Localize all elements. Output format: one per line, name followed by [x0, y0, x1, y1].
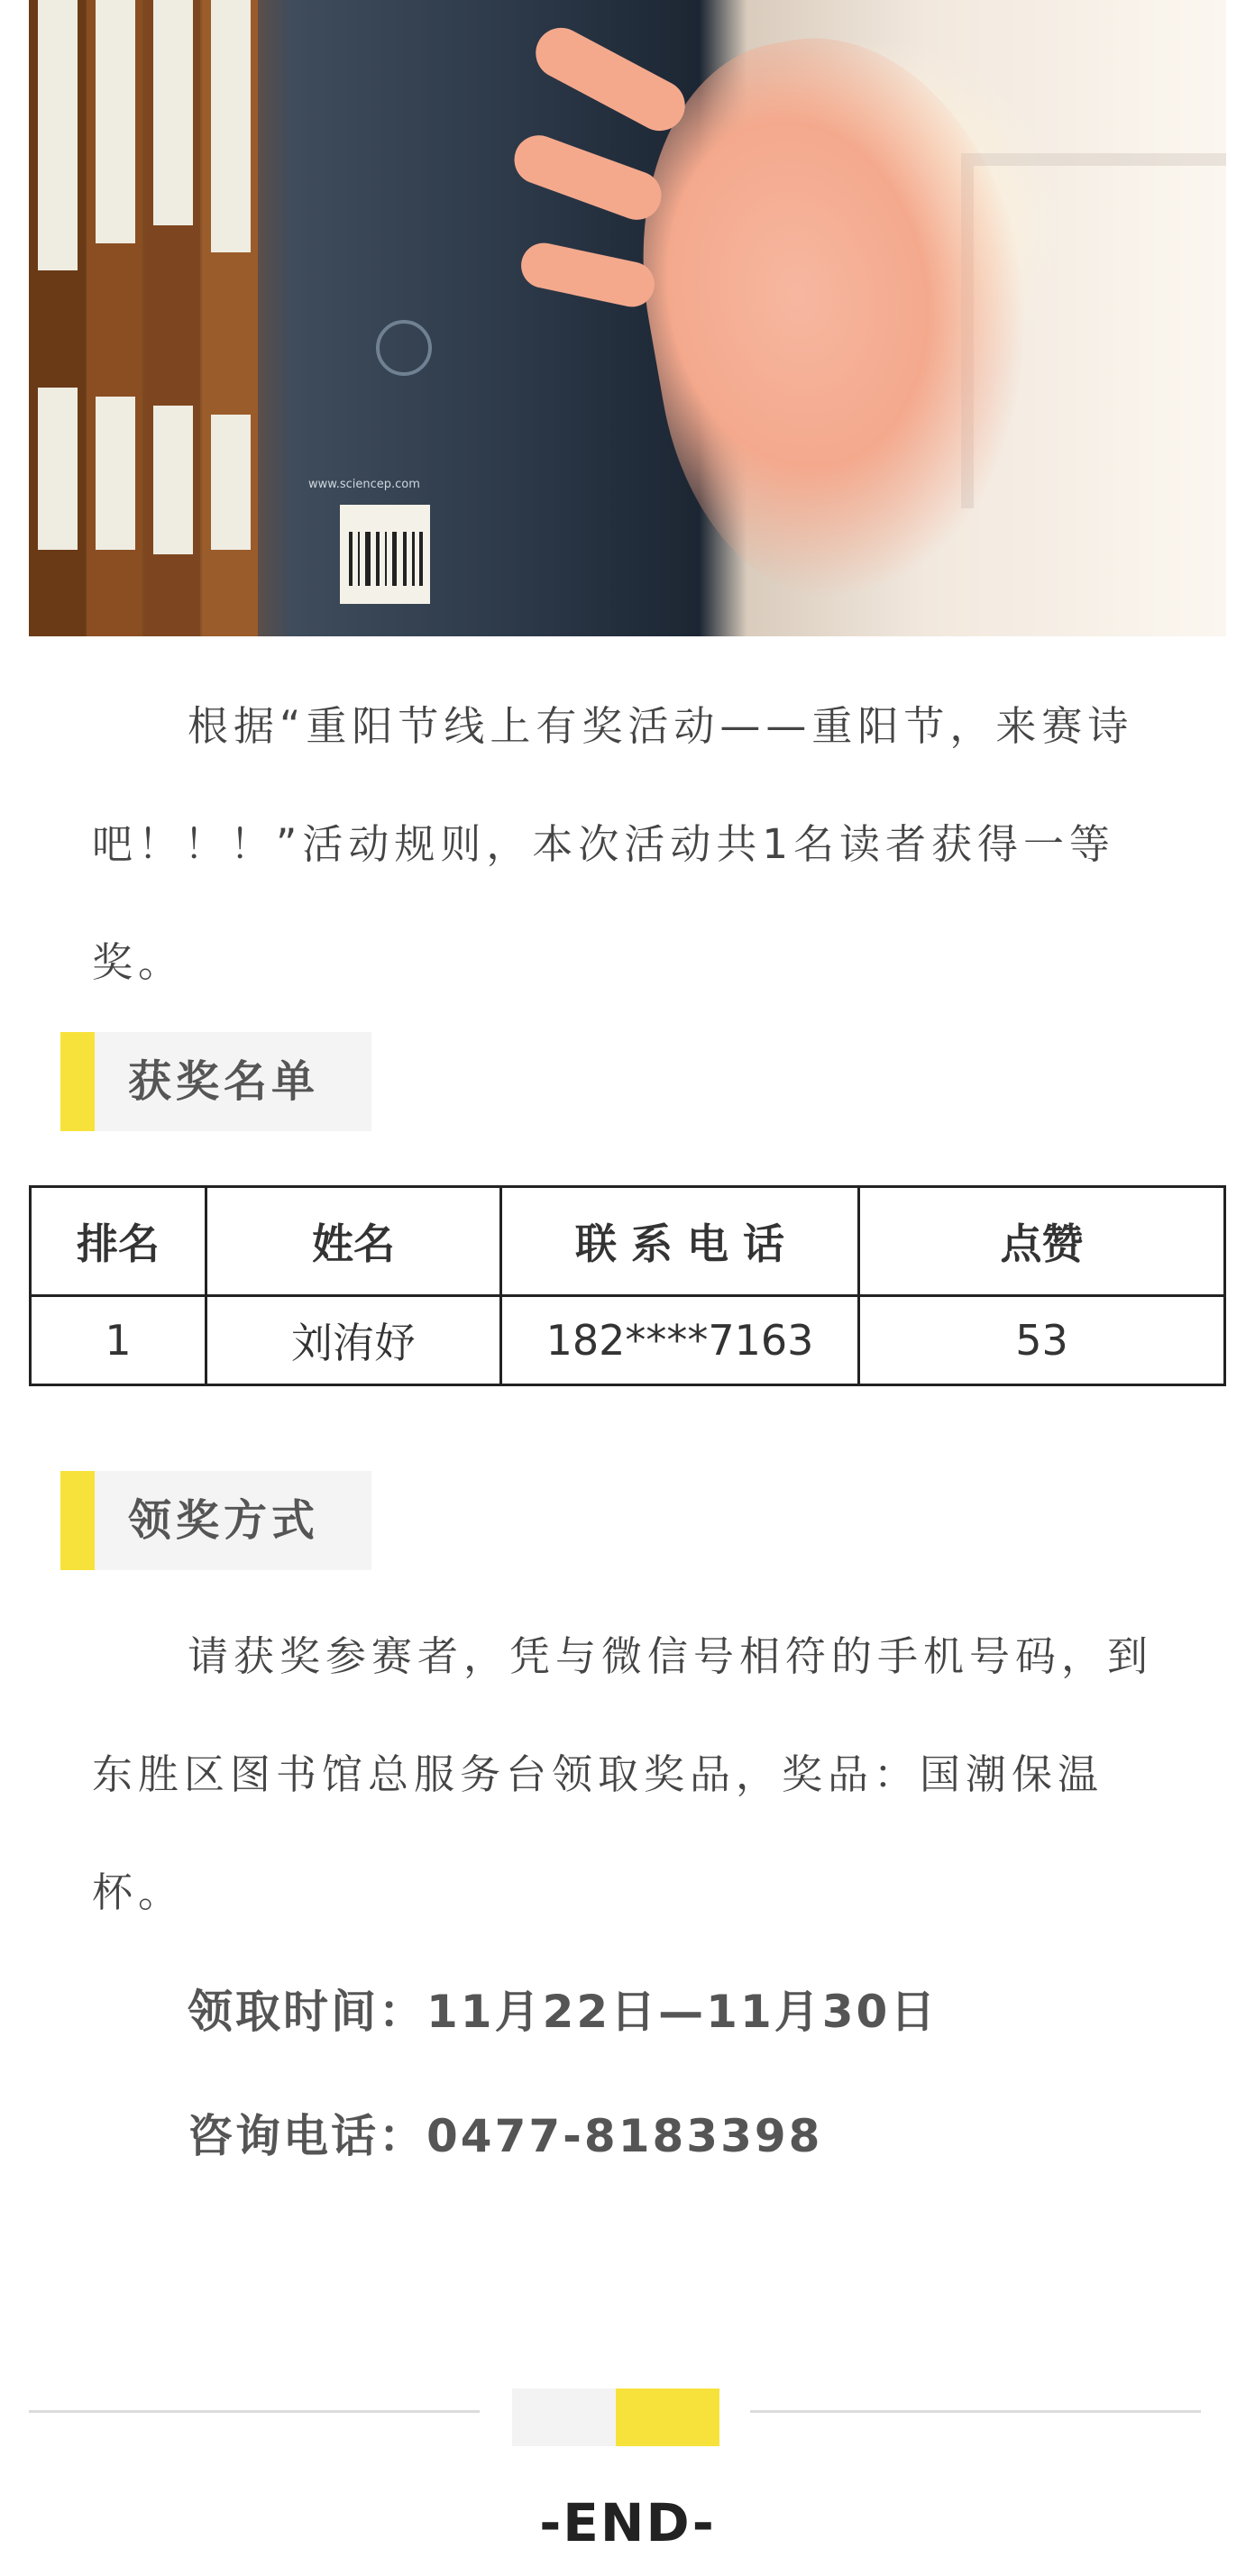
section-title: 领奖方式 [128, 1495, 320, 1546]
book-label [153, 406, 193, 554]
book-label [211, 0, 251, 252]
spine-logo [376, 320, 432, 376]
book-label [38, 0, 78, 270]
book-label [38, 388, 78, 550]
divider-line-right [750, 2410, 1201, 2413]
table-row [31, 1296, 1225, 1385]
consult-phone [188, 2100, 822, 2165]
winners-table [29, 1185, 1226, 1386]
spine-url-text: www.sciencep.com [308, 478, 420, 491]
hero-image [29, 0, 1226, 636]
claim-time-label: 领取时间： [188, 1986, 426, 2038]
header-phone: 联 系 电 话 [501, 1187, 859, 1296]
header-name: 姓名 [206, 1187, 501, 1296]
consult-phone-value: 0477-8183398 [426, 2110, 823, 2162]
header-rank: 排名 [31, 1187, 206, 1296]
divider-block-gray [512, 2389, 616, 2446]
section-title: 获奖名单 [128, 1056, 320, 1107]
finger [508, 129, 668, 227]
accent-bar [60, 1471, 95, 1570]
end-marker: -END- [539, 2492, 716, 2553]
section-header-claim [60, 1471, 371, 1570]
table-header-row [31, 1187, 1225, 1296]
cell-name: 刘洧妤 [206, 1296, 501, 1385]
cell-rank: 1 [31, 1296, 206, 1385]
cell-likes: 53 [859, 1296, 1225, 1385]
section-header-winners [60, 1032, 371, 1131]
book-label [96, 0, 135, 243]
book-label [153, 0, 193, 225]
finger [527, 19, 693, 140]
finger [517, 239, 658, 311]
consult-phone-label: 咨询电话： [188, 2110, 426, 2162]
intro-paragraph: 根据“重阳节线上有奖活动——重阳节，来赛诗吧！！！”活动规则，本次活动共1名读者获得一等奖。 [92, 702, 1134, 986]
book-label [211, 415, 251, 550]
header-likes: 点赞 [859, 1187, 1225, 1296]
claim-time-value: 11月22日—11月30日 [426, 1986, 939, 2038]
book-label [96, 397, 135, 550]
divider-block-yellow [616, 2389, 719, 2446]
barcode [340, 505, 430, 604]
claim-time [188, 1976, 938, 2041]
claim-paragraph: 请获奖参赛者，凭与微信号相符的手机号码，到东胜区图书馆总服务台领取奖品，奖品：国潮保温杯。 [92, 1632, 1154, 1916]
accent-bar [60, 1032, 95, 1131]
divider-line-left [29, 2410, 480, 2413]
cell-phone: 182****7163 [501, 1296, 859, 1385]
